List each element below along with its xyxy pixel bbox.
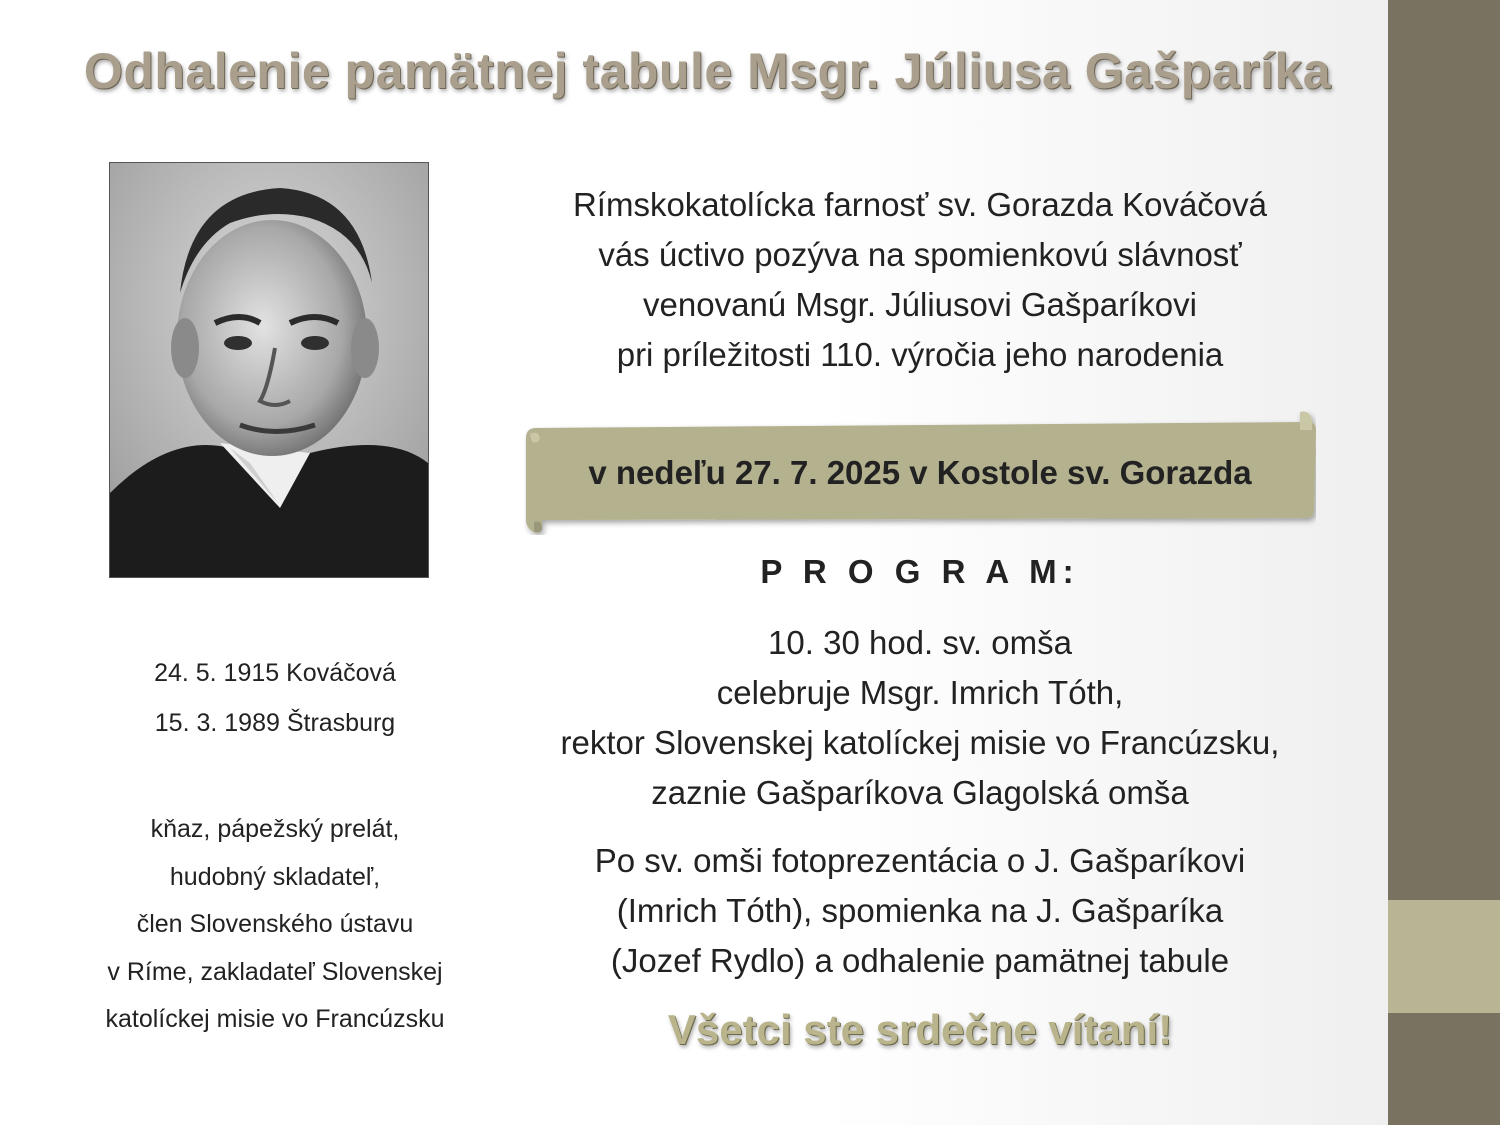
program-line: Po sv. omši fotoprezentácia o J. Gašparíkovi — [594, 842, 1246, 879]
bio-line: v Ríme, zakladateľ Slovenskej — [107, 957, 443, 986]
portrait-photo — [109, 162, 429, 578]
invitation-text — [500, 180, 1340, 380]
invitation-line: venovanú Msgr. Júliusovi Gašparíkovi — [643, 286, 1197, 323]
sidebar-accent-block — [1388, 900, 1500, 1013]
program-line: (Jozef Rydlo) a odhalenie pamätnej tabule — [610, 942, 1230, 979]
welcome-message: Všetci ste srdečne vítaní! — [667, 1006, 1173, 1053]
biography — [60, 806, 490, 1044]
invitation-line: vás úctivo pozýva na spomienkovú slávnosť — [598, 236, 1242, 273]
program-line: 10. 30 hod. sv. omša — [768, 624, 1072, 661]
death-date: 15. 3. 1989 Štrasburg — [154, 709, 396, 737]
program-line: zaznie Gašparíkova Glagolská omša — [651, 774, 1189, 811]
bio-line: kňaz, pápežský prelát, — [150, 815, 400, 843]
event-date-location: v nedeľu 27. 7. 2025 v Kostole sv. Gorazda — [588, 454, 1252, 491]
program-line: celebruje Msgr. Imrich Tóth, — [716, 674, 1124, 711]
bio-line: katolíckej misie vo Francúzsku — [105, 1005, 445, 1033]
birth-date: 24. 5. 1915 Kováčová — [154, 659, 396, 687]
bio-line: člen Slovenského ústavu — [136, 910, 414, 938]
invitation-line: Rímskokatolícka farnosť sv. Gorazda Kováčová — [572, 186, 1268, 223]
program-line: rektor Slovenskej katolíckej misie vo Francúzsku, — [560, 724, 1280, 761]
date-banner — [524, 410, 1316, 535]
program-heading: P R O G R A M: — [760, 553, 1080, 590]
program-line: (Imrich Tóth), spomienka na J. Gašparíka — [616, 892, 1224, 929]
page-title: Odhalenie pamätnej tabule Msgr. Júliusa Gašparíka — [83, 43, 1332, 99]
bio-line: hudobný skladateľ, — [169, 862, 381, 891]
program-after-mass — [500, 836, 1340, 986]
program-mass — [500, 618, 1340, 818]
invitation-line: pri príležitosti 110. výročia jeho narodenia — [616, 336, 1224, 373]
life-dates — [60, 648, 490, 748]
